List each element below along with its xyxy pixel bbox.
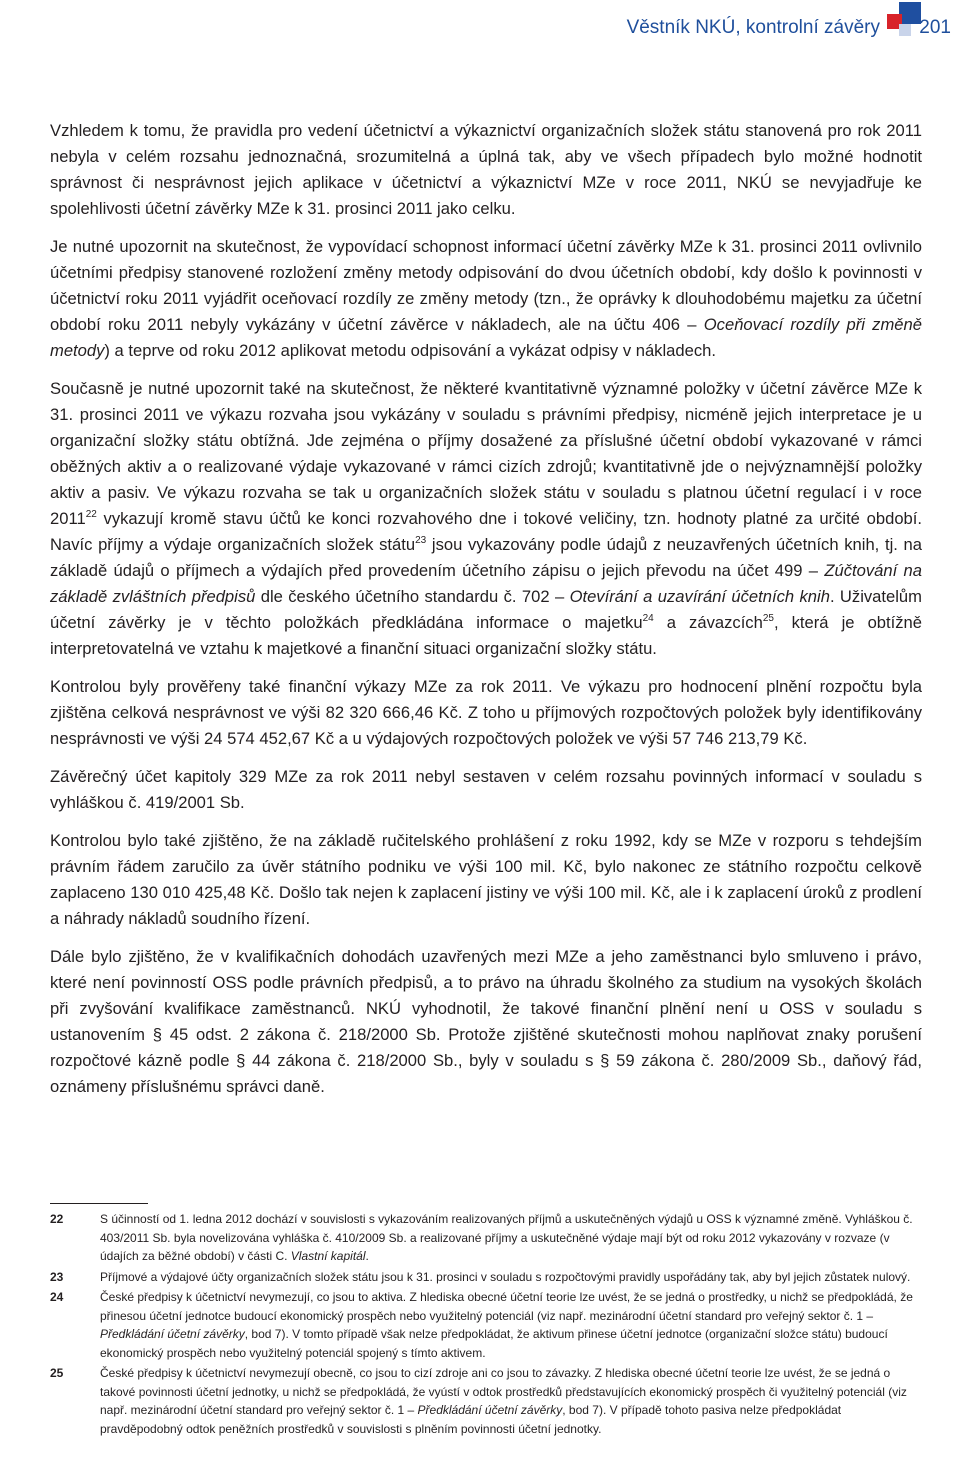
nku-logo (887, 2, 923, 38)
footnote (50, 1268, 922, 1287)
text-run: . (365, 1249, 369, 1263)
paragraph (50, 674, 922, 752)
text-run: Dále bylo zjištěno, že v kvalifikačních dohodách uzavřených mezi MZe a jeho zaměstnanci bylo smluveno i právo, které není povinností OSS podle právních předpisů, a to právo na úhradu školného za studium na vysokých školách při zvyšování kvalifikace zaměstnanců. NKÚ vyhodnotil, že takové finanční plnění není u OSS v souladu s ustanovením § 45 odst. 2 zákona č. 218/2000 Sb. Protože zjištěné skutečnosti mohou naplňovat znaky porušení rozpočtové kázně podle § 44 zákona č. 218/2000 Sb., byly v souladu s § 59 zákona č. 280/2009 Sb., daňový řád, oznámeny příslušnému správci daně. (50, 947, 922, 1096)
text-run: Je nutné upozornit na skutečnost, že vypovídací schopnost informací účetní závěrky MZe k 31. prosinci 2011 ovlivnilo účetními předpisy stanovené rozložení změny metody odpisování do dvou účetních období, kdy došlo k povinnosti v účetnictví roku 2011 vyjádřit oceňovací rozdíly ze změny metody (tzn., že oprávky k dlouhodobému majetku za účetní období roku 2011 nebyly vykázány v účetní závěrce v nákladech, ale na účtu 406 – (50, 237, 922, 334)
text-run: Závěrečný účet kapitoly 329 MZe za rok 2011 nebyl sestaven v celém rozsahu povinných informací v souladu s vyhláškou č. 419/2001 Sb. (50, 767, 922, 812)
footnote-number: 25 (50, 1366, 64, 1380)
footnote (50, 1288, 922, 1362)
main-text (50, 118, 922, 1112)
italic-text: Oceňovací rozdíly při změně metody (50, 315, 922, 360)
text-run: S účinností od 1. ledna 2012 dochází v souvislosti s vykazováním realizovaných příjmů a uskutečněných výdajů u OSS k významné změně. Vyhláškou č. 403/2011 Sb. byla novelizována vyhláška č. 410/2009 Sb. a realizované příjmy a uskutečněné výdaje mají být od roku 2012 vykazovány v rozvaze (v údajích za běžné období) v části C. (100, 1212, 913, 1263)
footnotes (50, 1210, 922, 1440)
footnote-divider (50, 1203, 148, 1204)
text-run: dle českého účetního standardu č. 702 – (255, 587, 570, 606)
footnote-number: 22 (50, 1212, 64, 1226)
italic-text: Zúčtování na základě zvláštních předpisů (50, 561, 922, 606)
footnote-number: 23 (50, 1269, 64, 1284)
text-run: Současně je nutné upozornit také na skutečnost, že některé kvantitativně významné položky v účetní závěrce MZe k 31. prosinci 2011 ve výkazu rozvaha jsou vykázány v souladu s právními předpisy, nicméně jejich interpretace je u organizační složky státu obtížná. Jde zejména o příjmy dosažené za příslušné účetní období vykazované v rámci oběžných aktiv a o realizované výdaje vykazované v rámci cizích zdrojů; kvantitativně jde o nejvýznamnější položky aktiv a pasiv. Ve výkazu rozvaha se tak u organizačních složek státu v souladu s platnou účetní regulací i v roce 2011 (50, 379, 922, 528)
footnote-reference: 23 (415, 535, 427, 546)
text-run: , bod 7). V případě tohoto pasiva nelze předpokládat pravděpodobný odtok peněžních prostředků v souvislosti s plněním povinnosti účetní jednotky. (100, 1403, 842, 1436)
paragraph (50, 764, 922, 816)
page-number: 201 (919, 17, 951, 38)
paragraph (50, 944, 922, 1100)
footnote-reference: 25 (762, 613, 774, 624)
text-run: České předpisy k účetnictví nevymezují, co jsou to aktiva. Z hlediska obecné účetní teorie lze uvést, že se jedná o prostředky, u nichž se předpokládá, že přinesou účetní jednotce budoucí ekonomický prospěch nebo využitelný potenciál (viz např. mezinárodní účetní standard pro veřejný sektor č. 1 – (100, 1290, 913, 1323)
text-run: , bod 7). V tomto případě však nelze předpokládat, že aktivum přinese účetní jednotce (organizační složce státu) budoucí ekonomický prospěch nebo využitelný potenciál spojený s tímto aktivem. (100, 1327, 888, 1360)
paragraph (50, 376, 922, 662)
footnote-reference: 22 (85, 509, 97, 520)
paragraph (50, 828, 922, 932)
text-run: Kontrolou byly prověřeny také finanční výkazy MZe za rok 2011. Ve výkazu pro hodnocení plnění rozpočtu byla zjištěna celková nesprávnost ve výši 82 320 666,46 Kč. Z toho u příjmových rozpočtových položek byly identifikovány nesprávnosti ve výši 24 574 452,67 Kč a u výdajových rozpočtových položek ve výši 57 746 213,79 Kč. (50, 677, 922, 748)
text-run: Kontrolou bylo také zjištěno, že na základě ručitelského prohlášení z roku 1992, kdy se MZe v rozporu s tehdejším právním řádem zaručilo za úvěr státního podniku ve výši 100 mil. Kč, bylo nakonec ze státního rozpočtu celkově zaplaceno 130 010 425,48 Kč. Došlo tak nejen k zaplacení jistiny ve výši 100 mil. Kč, ale i k zaplacení úroků z prodlení a náhrady nákladů soudního řízení. (50, 831, 922, 928)
footnote (50, 1210, 922, 1266)
italic-text: Předkládání účetní závěrky (100, 1327, 245, 1341)
footnote (50, 1364, 922, 1438)
text-run: ) a teprve od roku 2012 aplikovat metodu odpisování a vykázat odpisy v nákladech. (104, 341, 716, 360)
text-run: jsou vykazovány podle údajů z neuzavřených účetních knih, tj. na základě údajů o příjmech a výdajích před provedením účetního zápisu o jejich převodu na účet 499 – (50, 535, 922, 580)
text-run: , která je obtížně interpretovatelná ve vztahu k majetkové a finanční situaci organizační složky státu. (50, 613, 922, 658)
logo-light-square (899, 24, 911, 36)
header-title: Věstník NKÚ, kontrolní závěry (626, 17, 880, 38)
italic-text: Předkládání účetní závěrky (417, 1403, 563, 1417)
text-run: Příjmové a výdajové účty organizačních složek státu jsou k 31. prosinci v souladu s rozpočtovými pravidly uspořádány tak, aby byl jejich zůstatek nulový. (100, 1269, 911, 1284)
logo-blue-square (899, 2, 921, 24)
text-run: Vzhledem k tomu, že pravidla pro vedení účetnictví a výkaznictví organizačních složek státu stanovená pro rok 2011 nebyla v celém rozsahu jednoznačná, srozumitelná a úplná tak, aby ve všech případech bylo možné hodnotit správnost či nesprávnost jejich aplikace v účetnictví a výkaznictví MZe v roce 2011, NKÚ se nevyjadřuje ke spolehlivosti účetní závěrky MZe k 31. prosinci 2011 jako celku. (50, 121, 922, 218)
text-run: a závazcích (653, 613, 763, 632)
text-run: . Uživatelům účetní závěrky je v těchto položkách předkládána informace o majetku (50, 587, 922, 632)
footnote-number: 24 (50, 1290, 64, 1304)
paragraph (50, 234, 922, 364)
footnote-reference: 24 (642, 613, 654, 624)
page-header (0, 0, 960, 60)
text-run: vykazují kromě stavu účtů ke konci rozvahového dne i tokové veličiny, tzn. hodnoty platné za určité období. Navíc příjmy a výdaje organizačních složek státu (50, 509, 922, 554)
text-run: České předpisy k účetnictví nevymezují obecně, co jsou to cizí zdroje ani co jsou to závazky. Z hlediska obecné účetní teorie lze uvést, že se jedná o takové povinnosti účetní jednotky, u nichž se předpokládá, že vyústí v odtok prostředků představujících ekonomický prospěch či využitelný potenciál (viz např. mezinárodní účetní standard pro veřejný sektor č. 1 – (100, 1366, 907, 1417)
italic-text: Otevírání a uzavírání účetních knih (569, 587, 830, 606)
italic-text: Vlastní kapitál (290, 1249, 366, 1263)
paragraph (50, 118, 922, 222)
